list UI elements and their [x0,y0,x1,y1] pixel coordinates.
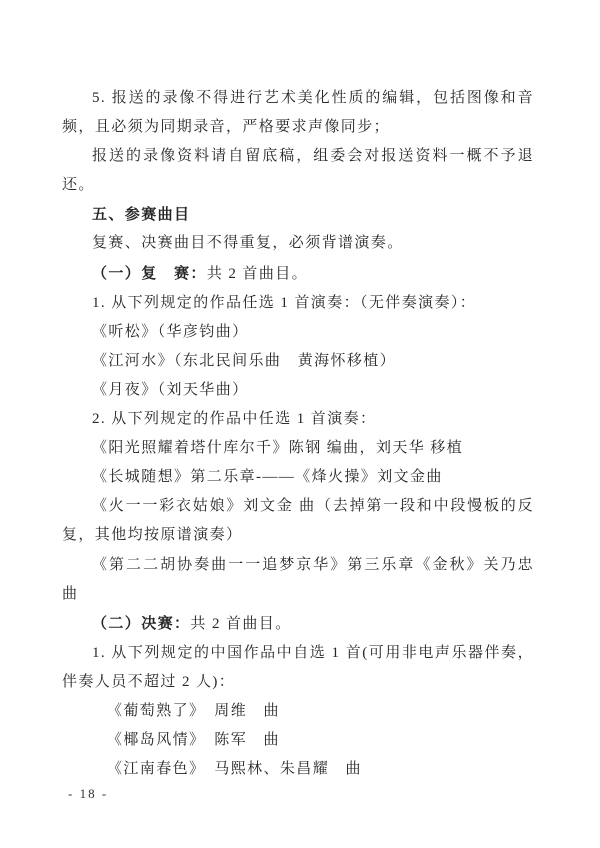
paragraph-recording-edit-rule: 5. 报送的录像不得进行艺术美化性质的编辑，包括图像和音频，且必须为同期录音，严格要求声像同步； [62,90,534,136]
piece-putao-shule: 《葡萄熟了》 周维 曲 [107,702,280,719]
document-content [62,84,534,784]
final-item1-intro: 1. 从下列规定的中国作品中自选 1 首(可用非电声乐器伴奏，伴奏人员不超过 2 人)： [62,644,534,690]
piece-yue-ye: 《月夜》（刘天华曲） [92,381,249,398]
paragraph-repertoire-note: 复赛、决赛曲目不得重复，必须背谱演奏。 [92,235,404,252]
piece-ting-song: 《听松》（华彦钧曲） [92,323,249,340]
piece-jiangnan-chunse: 《江南春色》 马熙林、朱昌耀 曲 [107,761,362,778]
piece-zhuimeng-jinghua: 《第二二胡协奏曲一一追梦京华》第三乐章《金秋》关乃忠曲 [62,556,534,602]
subsection-semifinal-title [62,259,534,289]
piece-jiang-he-shui: 《江河水》（东北民间乐曲 黄海怀移植） [92,352,397,369]
semifinal-label: （一）复 赛： [92,264,207,282]
section-heading-repertoire: 五、参赛曲目 [92,206,191,224]
semifinal-label-rest: 共 2 首曲目。 [206,265,309,282]
piece-yangguang-zhaoyao: 《阳光照耀着塔什库尔千》陈钢 编曲，刘天华 移植 [92,440,464,457]
final-label: （二）决赛： [92,614,191,632]
paragraph-materials-return-rule: 报送的录像资料请自留底稿，组委会对报送资料一概不予退还。 [62,148,534,194]
piece-yedao-fengqing: 《椰岛风情》 陈军 曲 [107,732,280,749]
piece-changcheng-suixiang: 《长城随想》第二乐章-——《烽火操》刘文金曲 [92,469,443,486]
final-label-rest: 共 2 首曲目。 [190,615,292,632]
semifinal-item1-intro: 1. 从下列规定的作品任选 1 首演奏：（无伴奏演奏）： [92,294,477,311]
page-number: - 18 - [68,786,109,801]
semifinal-item2-intro: 2. 从下列规定的作品中任选 1 首演奏： [92,411,377,428]
piece-huo-caiyi-guniang: 《火一一彩衣姑娘》刘文金 曲（去掉第一段和中段慢板的反复，其他均按原谱演奏） [62,498,534,544]
subsection-final-title [62,609,534,639]
